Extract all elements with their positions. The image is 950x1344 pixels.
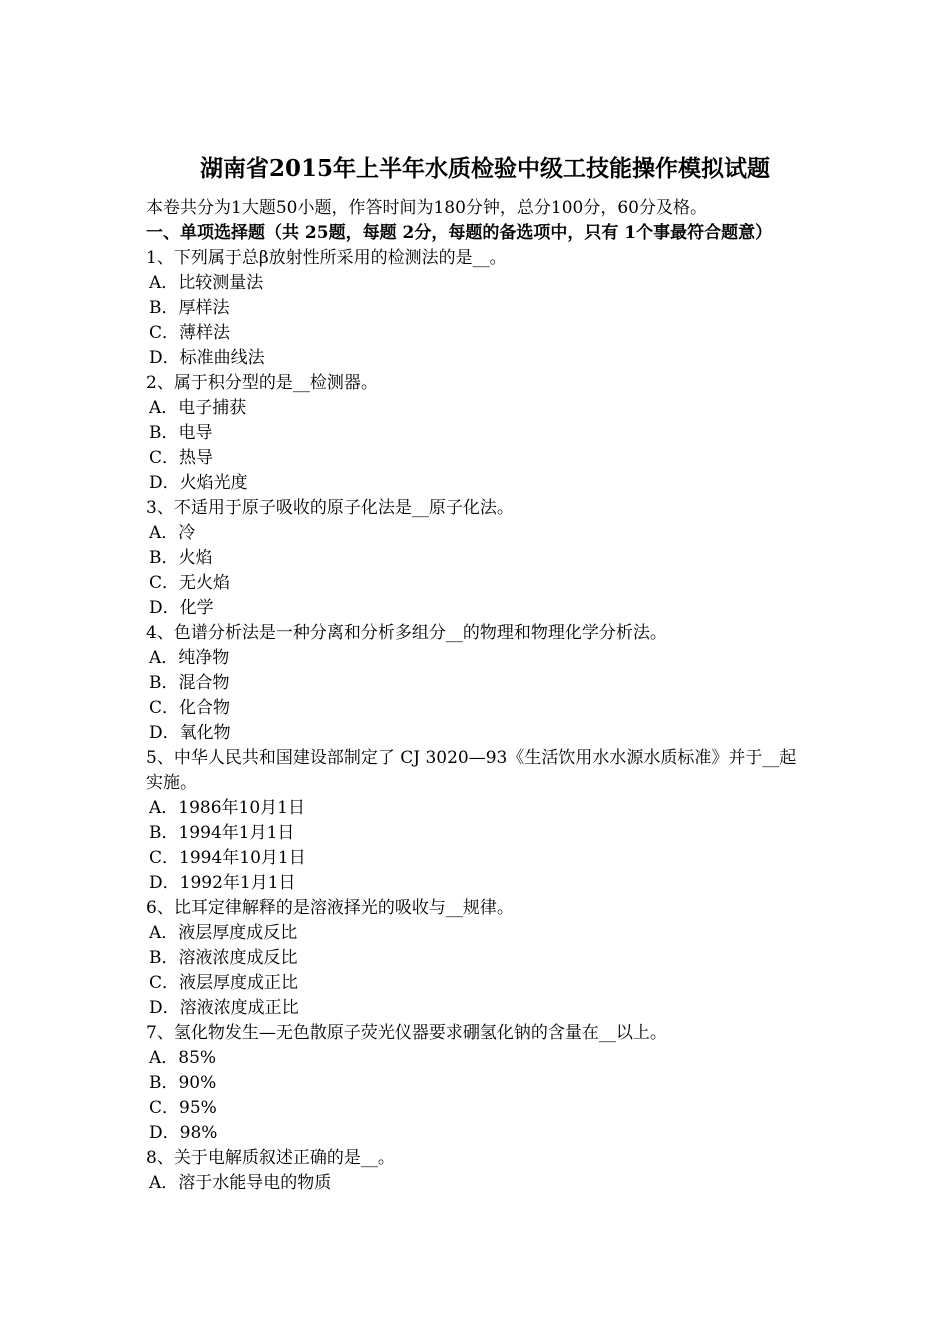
question-6 (146, 896, 810, 1021)
answer-option: A．纯净物 (149, 648, 230, 668)
answer-option: B．电导 (149, 423, 213, 443)
question-stem: 2、属于积分型的是__检测器。 (146, 373, 378, 393)
answer-option: D．1992年1月1日 (149, 873, 296, 893)
option-list (146, 521, 810, 621)
option-list (146, 1046, 810, 1146)
question-4 (146, 621, 810, 746)
answer-option: C．1994年10月1日 (149, 848, 306, 868)
answer-option: B．90% (149, 1073, 217, 1093)
option-list (146, 271, 810, 371)
question-stem: 7、氢化物发生—无色散原子荧光仪器要求硼氢化钠的含量在__以上。 (146, 1023, 667, 1043)
answer-option: D．98% (149, 1123, 218, 1143)
answer-option: A．冷 (149, 523, 196, 543)
answer-option: B．厚样法 (149, 298, 230, 318)
answer-option: A．85% (149, 1048, 217, 1068)
question-3 (146, 496, 810, 621)
question-2 (146, 371, 810, 496)
answer-option: D．溶液浓度成正比 (149, 998, 299, 1018)
answer-option: C．热导 (149, 448, 214, 468)
question-7 (146, 1021, 810, 1146)
document-page (146, 150, 810, 1196)
exam-intro: 本卷共分为1大题50小题，作答时间为180分钟，总分100分，60分及格。 (146, 198, 707, 218)
section-heading: 一、单项选择题（共 25题，每题 2分，每题的备选项中，只有 1个事最符合题意） (146, 223, 773, 243)
answer-option: C．液层厚度成正比 (149, 973, 299, 993)
answer-option: A．液层厚度成反比 (149, 923, 298, 943)
answer-option: B．混合物 (149, 673, 230, 693)
question-5 (146, 746, 810, 896)
question-1 (146, 246, 810, 371)
question-stem: 8、关于电解质叙述正确的是__。 (146, 1148, 395, 1168)
answer-option: D．氧化物 (149, 723, 231, 743)
option-list (146, 646, 810, 746)
question-list (146, 246, 810, 1196)
answer-option: D．火焰光度 (149, 473, 248, 493)
option-list (146, 1171, 810, 1196)
option-list (146, 796, 810, 896)
question-8 (146, 1146, 810, 1196)
question-stem: 4、色谱分析法是一种分离和分析多组分__的物理和物理化学分析法。 (146, 623, 667, 643)
question-stem: 5、中华人民共和国建设部制定了 CJ 3020—93《生活饮用水水源水质标准》并于__起实施。 (146, 748, 797, 793)
answer-option: B．1994年1月1日 (149, 823, 295, 843)
document-title: 湖南省2015年上半年水质检验中级工技能操作模拟试题 (199, 155, 770, 182)
answer-option: D．标准曲线法 (149, 348, 265, 368)
answer-option: C．95% (149, 1098, 217, 1118)
option-list (146, 921, 810, 1021)
answer-option: A．1986年10月1日 (149, 798, 305, 818)
answer-option: A．电子捕获 (149, 398, 247, 418)
answer-option: C．化合物 (149, 698, 231, 718)
answer-option: D．化学 (149, 598, 214, 618)
answer-option: C．薄样法 (149, 323, 231, 343)
answer-option: B．火焰 (149, 548, 213, 568)
answer-option: C．无火焰 (149, 573, 231, 593)
answer-option: B．溶液浓度成反比 (149, 948, 298, 968)
option-list (146, 396, 810, 496)
answer-option: A．比较测量法 (149, 273, 264, 293)
answer-option: A．溶于水能导电的物质 (149, 1173, 332, 1193)
question-stem: 3、不适用于原子吸收的原子化法是__原子化法。 (146, 498, 514, 518)
question-stem: 6、比耳定律解释的是溶液择光的吸收与__规律。 (146, 898, 514, 918)
question-stem: 1、下列属于总β放射性所采用的检测法的是__。 (146, 248, 507, 268)
